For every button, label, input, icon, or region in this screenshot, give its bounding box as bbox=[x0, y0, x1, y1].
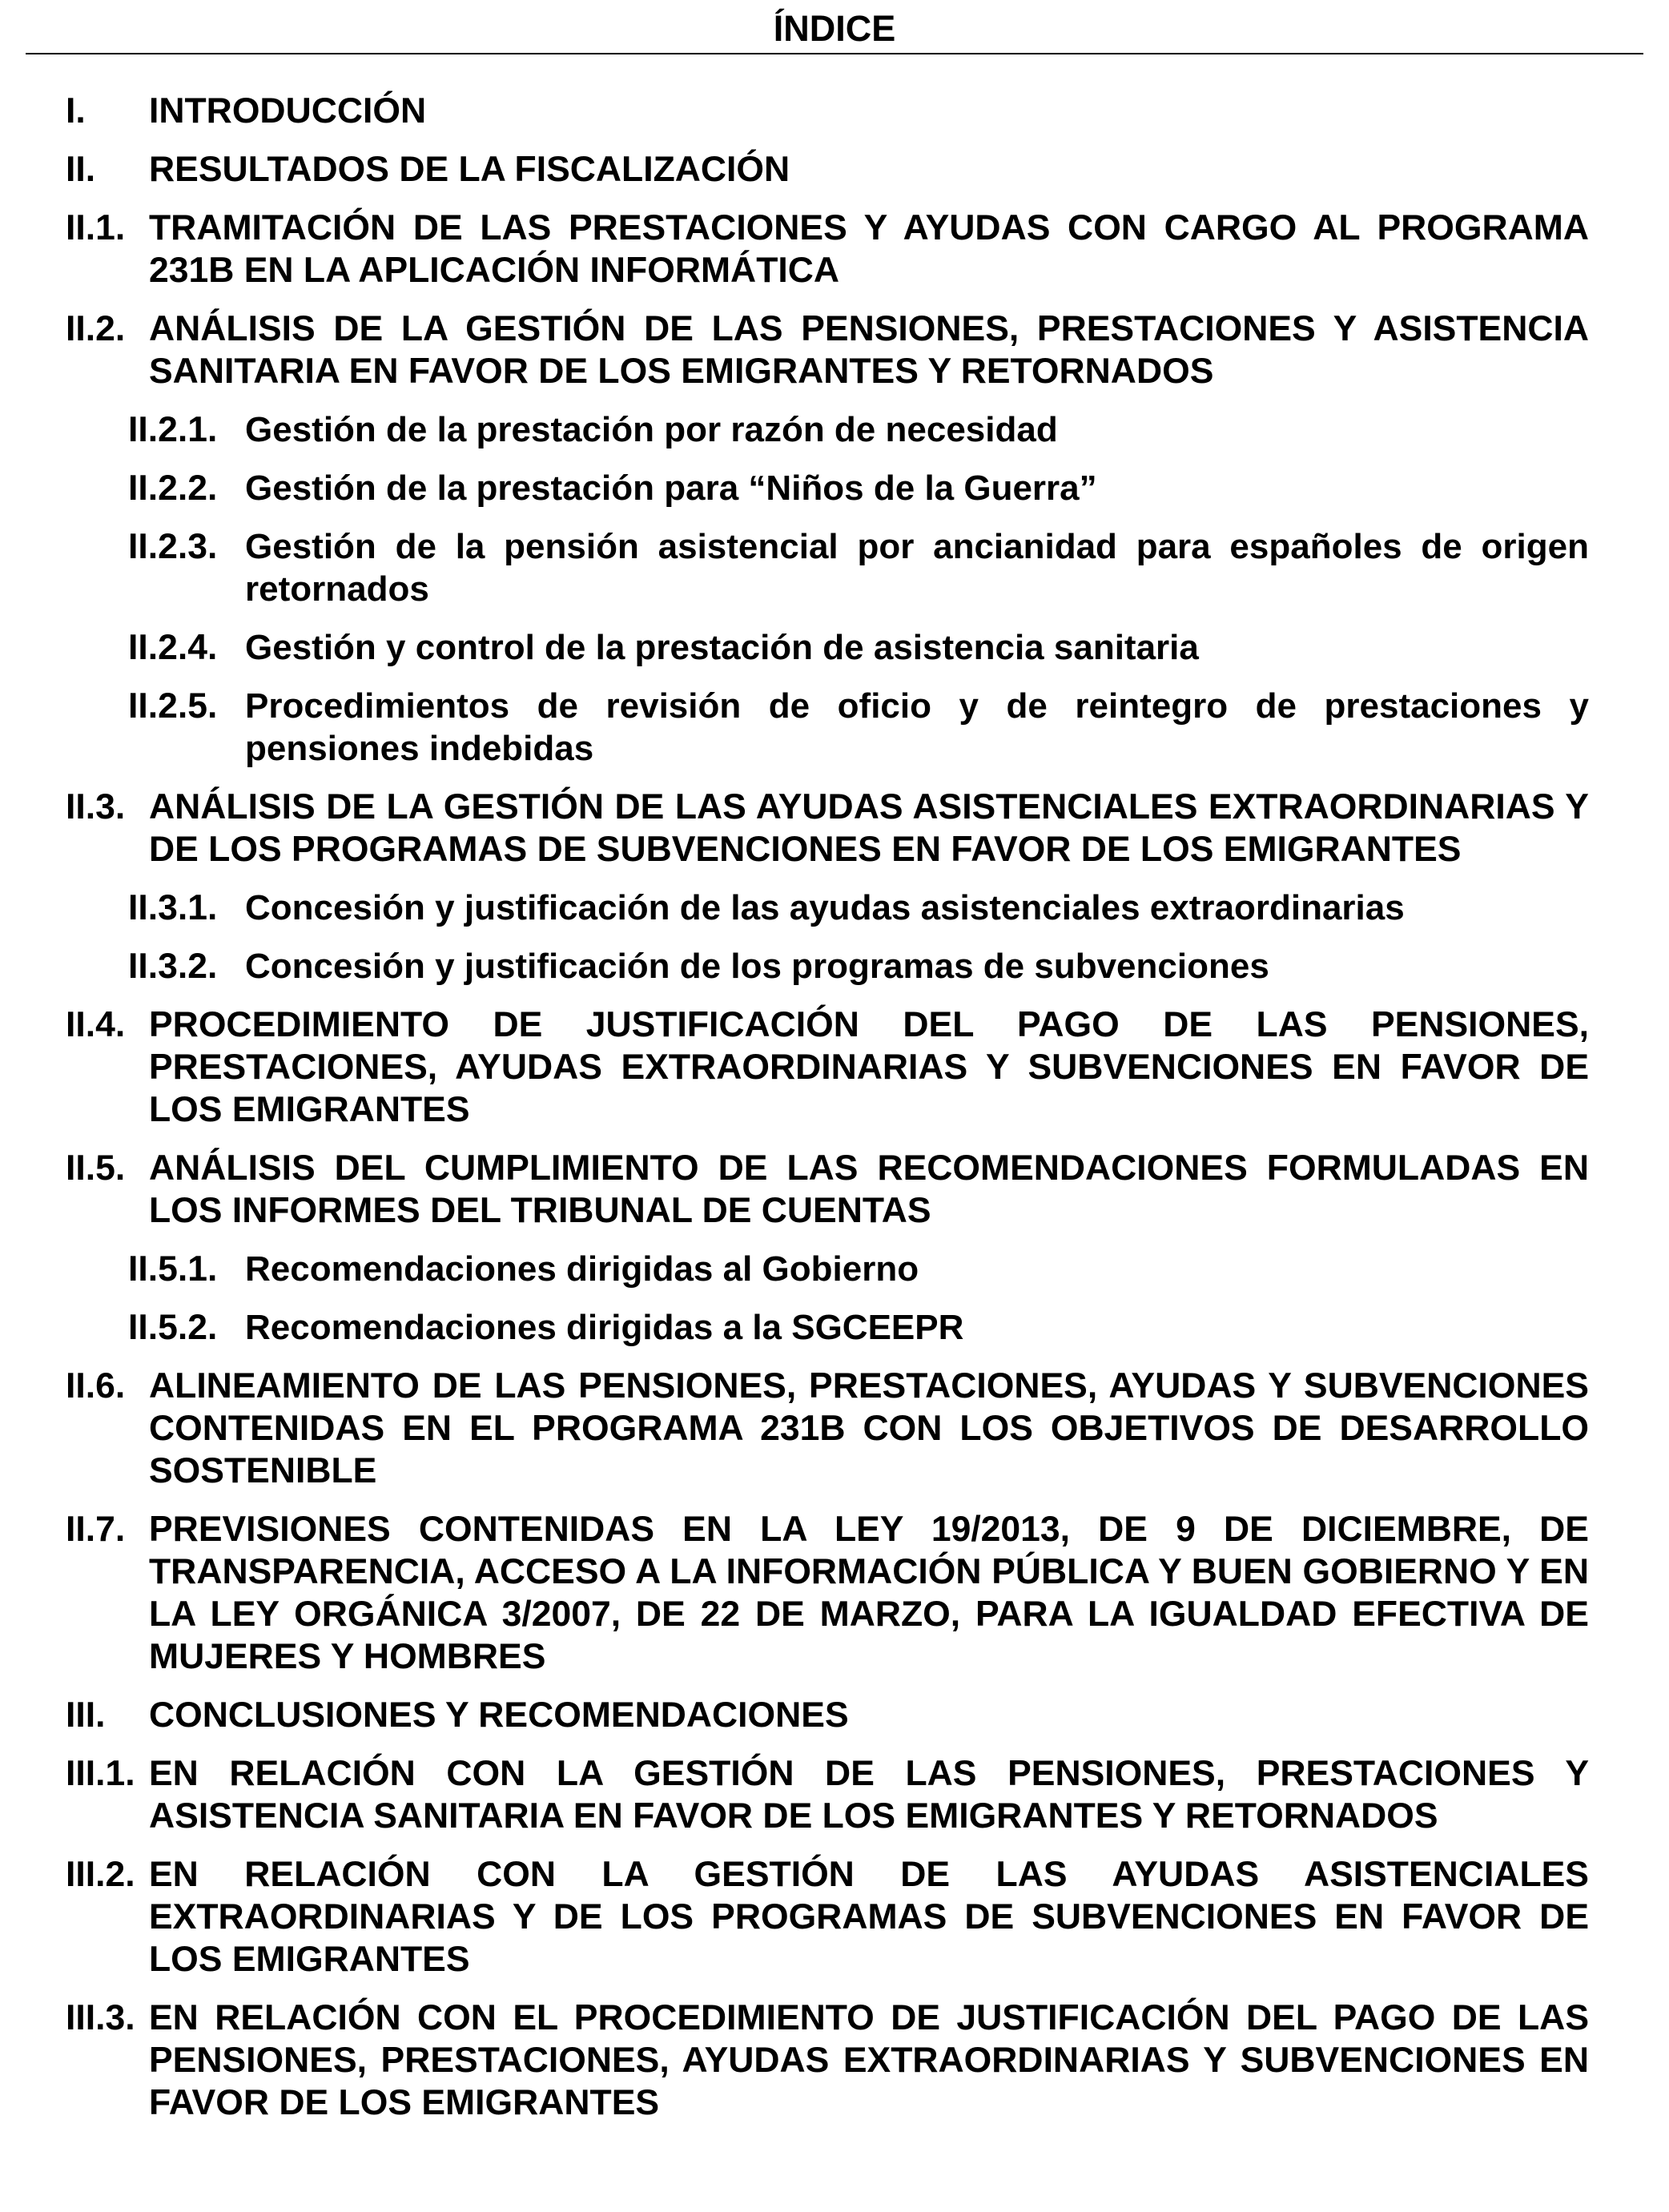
toc-entry-title: EN RELACIÓN CON LA GESTIÓN DE LAS AYUDAS ASISTENCIALES EXTRAORDINARIAS Y DE LOS PROGRAMAS DE SUBVENCIONES EN FAVOR DE LOS EMIGRANTES bbox=[149, 1855, 1589, 1979]
toc-section-entry[interactable] bbox=[0, 1003, 1669, 1131]
toc-section-entry[interactable] bbox=[0, 308, 1669, 392]
toc-entry-title: Recomendaciones dirigidas al Gobierno bbox=[245, 1249, 919, 1289]
toc-entry-title: EN RELACIÓN CON EL PROCEDIMIENTO DE JUSTIFICACIÓN DEL PAGO DE LAS PENSIONES, PRESTACIONES, AYUDAS EXTRAORDINARIAS Y SUBVENCIONES EN FAVOR DE LOS EMIGRANTES bbox=[149, 1998, 1589, 2122]
toc-entry-title: TRAMITACIÓN DE LAS PRESTACIONES Y AYUDAS CON CARGO AL PROGRAMA 231B EN LA APLICACIÓN INFORMÁTICA bbox=[149, 208, 1589, 290]
toc-section-entry[interactable] bbox=[0, 1508, 1669, 1678]
toc-section-entry[interactable] bbox=[0, 1694, 1669, 1736]
toc-entry-number: III.3. bbox=[66, 1998, 135, 2037]
toc-entry-number: II.1. bbox=[66, 208, 126, 247]
toc-section-entry[interactable] bbox=[0, 1365, 1669, 1492]
toc-section-entry[interactable] bbox=[0, 90, 1669, 132]
toc-subsection-entry[interactable] bbox=[0, 525, 1669, 610]
table-of-contents bbox=[0, 90, 1669, 2140]
toc-section-entry[interactable] bbox=[0, 1997, 1669, 2124]
toc-entry-title: Recomendaciones dirigidas a la SGCEEPR bbox=[245, 1308, 964, 1347]
toc-entry-title: Concesión y justificación de las ayudas asistenciales extraordinarias bbox=[245, 888, 1405, 927]
toc-entry-title: Concesión y justificación de los programas de subvenciones bbox=[245, 947, 1269, 986]
title-underline bbox=[26, 53, 1643, 54]
toc-entry-title: Gestión de la prestación por razón de necesidad bbox=[245, 410, 1058, 449]
toc-entry-number: III.1. bbox=[66, 1754, 135, 1793]
toc-entry-title: Gestión de la prestación para “Niños de la Guerra” bbox=[245, 469, 1097, 508]
toc-entry-title: PREVISIONES CONTENIDAS EN LA LEY 19/2013, DE 9 DE DICIEMBRE, DE TRANSPARENCIA, ACCESO A LA INFORMACIÓN PÚBLICA Y BUEN GOBIERNO Y EN LA LEY ORGÁNICA 3/2007, DE 22 DE MARZO, PARA LA IGUALDAD EFECTIVA DE MUJERES Y HOMBRES bbox=[149, 1510, 1589, 1676]
toc-section-entry[interactable] bbox=[0, 1853, 1669, 1981]
toc-subsection-entry[interactable] bbox=[0, 408, 1669, 451]
toc-entry-number: III. bbox=[66, 1695, 106, 1735]
toc-entry-title: Gestión y control de la prestación de asistencia sanitaria bbox=[245, 628, 1199, 667]
toc-entry-number: II.2.4. bbox=[128, 628, 218, 667]
toc-entry-title: ANÁLISIS DEL CUMPLIMIENTO DE LAS RECOMENDACIONES FORMULADAS EN LOS INFORMES DEL TRIBUNAL DE CUENTAS bbox=[149, 1148, 1589, 1230]
toc-subsection-entry[interactable] bbox=[0, 685, 1669, 770]
toc-entry-title: ALINEAMIENTO DE LAS PENSIONES, PRESTACIONES, AYUDAS Y SUBVENCIONES CONTENIDAS EN EL PROGRAMA 231B CON LOS OBJETIVOS DE DESARROLLO SOSTENIBLE bbox=[149, 1366, 1589, 1490]
toc-entry-title: ANÁLISIS DE LA GESTIÓN DE LAS AYUDAS ASISTENCIALES EXTRAORDINARIAS Y DE LOS PROGRAMAS DE SUBVENCIONES EN FAVOR DE LOS EMIGRANTES bbox=[149, 787, 1589, 869]
toc-section-entry[interactable] bbox=[0, 1147, 1669, 1232]
toc-entry-number: II.7. bbox=[66, 1510, 126, 1549]
toc-entry-number: II.2.3. bbox=[128, 527, 218, 566]
toc-entry-number: II.3.1. bbox=[128, 888, 218, 927]
toc-section-entry[interactable] bbox=[0, 207, 1669, 292]
toc-section-entry[interactable] bbox=[0, 148, 1669, 191]
toc-section-entry[interactable] bbox=[0, 1752, 1669, 1837]
toc-entry-number: II.2.5. bbox=[128, 686, 218, 726]
toc-entry-title: CONCLUSIONES Y RECOMENDACIONES bbox=[149, 1695, 849, 1735]
toc-entry-title: PROCEDIMIENTO DE JUSTIFICACIÓN DEL PAGO DE LAS PENSIONES, PRESTACIONES, AYUDAS EXTRAORDINARIAS Y SUBVENCIONES EN FAVOR DE LOS EMIGRANTES bbox=[149, 1005, 1589, 1129]
toc-subsection-entry[interactable] bbox=[0, 945, 1669, 987]
toc-entry-number: III.2. bbox=[66, 1855, 135, 1894]
toc-entry-title: Gestión de la pensión asistencial por ancianidad para españoles de origen retornados bbox=[245, 527, 1589, 609]
toc-subsection-entry[interactable] bbox=[0, 887, 1669, 929]
toc-subsection-entry[interactable] bbox=[0, 626, 1669, 669]
toc-entry-number: II.6. bbox=[66, 1366, 126, 1406]
toc-subsection-entry[interactable] bbox=[0, 467, 1669, 509]
toc-entry-number: II.3.2. bbox=[128, 947, 218, 986]
toc-entry-title: INTRODUCCIÓN bbox=[149, 91, 427, 131]
toc-entry-number: II. bbox=[66, 150, 96, 189]
page-title: ÍNDICE bbox=[773, 8, 896, 49]
toc-entry-title: EN RELACIÓN CON LA GESTIÓN DE LAS PENSIONES, PRESTACIONES Y ASISTENCIA SANITARIA EN FAVOR DE LOS EMIGRANTES Y RETORNADOS bbox=[149, 1754, 1589, 1836]
toc-subsection-entry[interactable] bbox=[0, 1306, 1669, 1349]
toc-entry-title: Procedimientos de revisión de oficio y de reintegro de prestaciones y pensiones indebidas bbox=[245, 686, 1589, 768]
toc-entry-number: II.2. bbox=[66, 309, 126, 348]
toc-entry-number: II.5. bbox=[66, 1148, 126, 1188]
toc-entry-number: II.2.2. bbox=[128, 469, 218, 508]
toc-entry-number: II.3. bbox=[66, 787, 126, 826]
toc-subsection-entry[interactable] bbox=[0, 1248, 1669, 1290]
toc-entry-title: ANÁLISIS DE LA GESTIÓN DE LAS PENSIONES, PRESTACIONES Y ASISTENCIA SANITARIA EN FAVOR DE LOS EMIGRANTES Y RETORNADOS bbox=[149, 309, 1589, 391]
toc-entry-number: II.4. bbox=[66, 1005, 126, 1044]
toc-entry-title: RESULTADOS DE LA FISCALIZACIÓN bbox=[149, 150, 790, 189]
toc-entry-number: II.5.2. bbox=[128, 1308, 218, 1347]
toc-section-entry[interactable] bbox=[0, 786, 1669, 871]
toc-entry-number: II.5.1. bbox=[128, 1249, 218, 1289]
toc-entry-number: II.2.1. bbox=[128, 410, 218, 449]
toc-entry-number: I. bbox=[66, 91, 86, 131]
